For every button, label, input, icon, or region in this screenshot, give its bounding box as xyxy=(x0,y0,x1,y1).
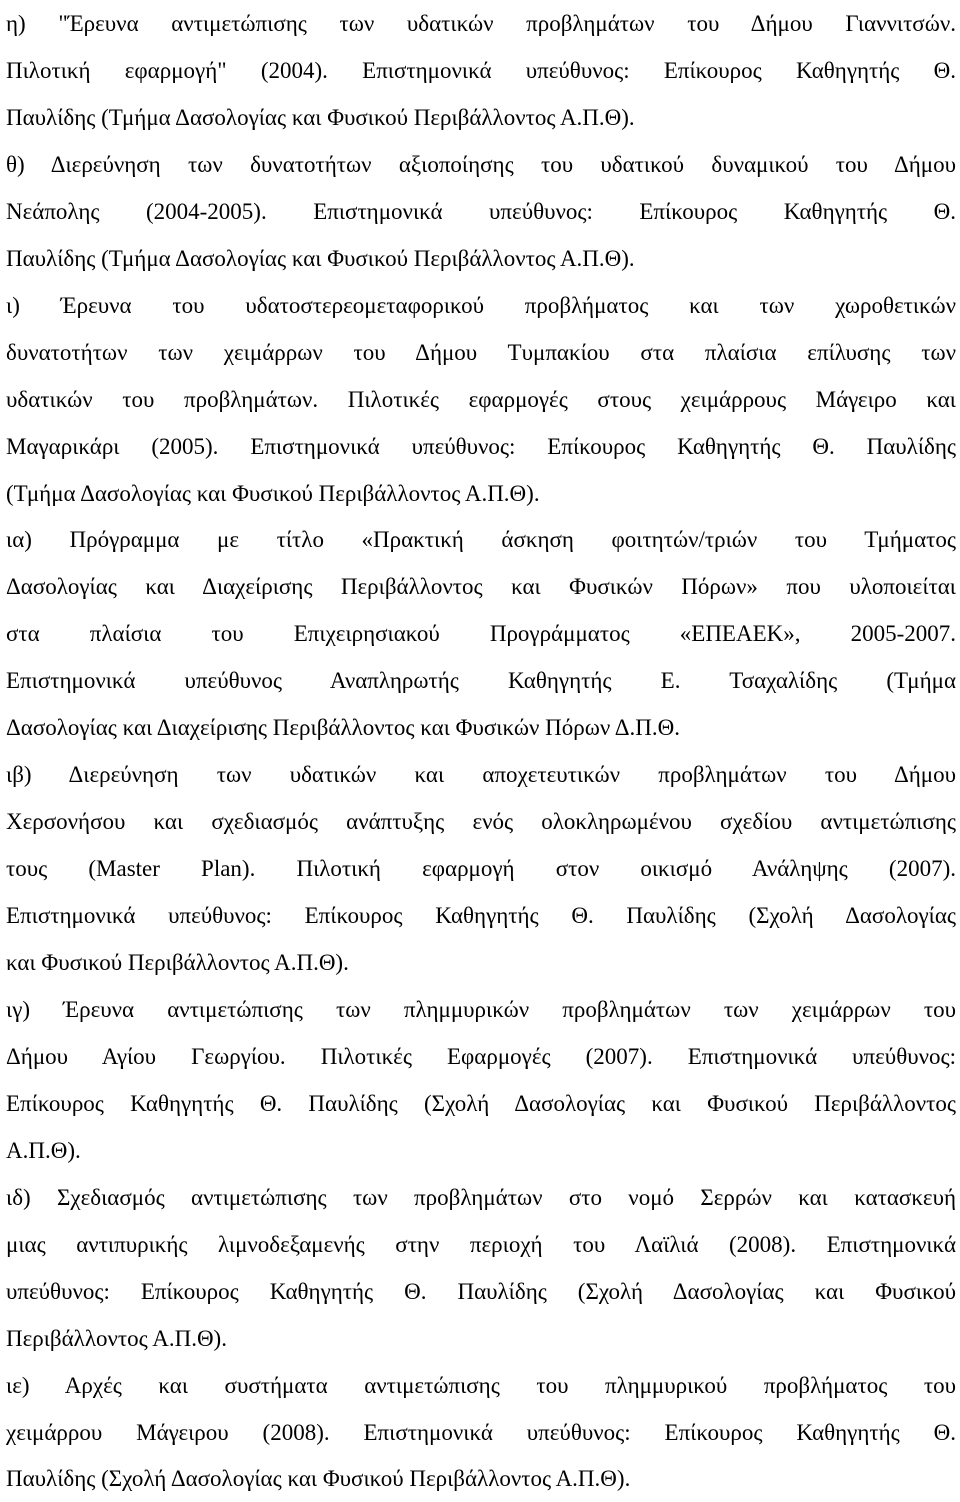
text-line: Παυλίδης (Σχολή Δασολογίας και Φυσικού Περιβάλλοντος Α.Π.Θ). xyxy=(6,1466,631,1492)
text-line: ιβ) Διερεύνηση των υδατικών και αποχετευτικών προβλημάτων του Δήμου xyxy=(6,762,956,788)
text-line: Επιστημονικά υπεύθυνος: Επίκουρος Καθηγητής Θ. Παυλίδης (Σχολή Δασολογίας xyxy=(6,903,956,929)
text-line: ι) Έρευνα του υδατοστερεομεταφορικού προβλήματος και των χωροθετικών xyxy=(6,292,956,318)
text-line: χειμάρρου Μάγειρου (2008). Επιστημονικά υπεύθυνος: Επίκουρος Καθηγητής Θ. xyxy=(6,1419,956,1445)
text-line: Χερσονήσου και σχεδιασμός ανάπτυξης ενός ολοκληρωμένου σχεδίου αντιμετώπισης xyxy=(6,809,956,835)
text-line: και Φυσικού Περιβάλλοντος Α.Π.Θ). xyxy=(6,950,349,975)
text-line: στα πλαίσια του Επιχειρησιακού Προγράμματος «ΕΠΕΑΕΚ», 2005-2007. xyxy=(6,621,956,647)
text-line: Νεάπολης (2004-2005). Επιστημονικά υπεύθυνος: Επίκουρος Καθηγητής Θ. xyxy=(6,198,956,224)
text-line: μιας αντιπυρικής λιμνοδεξαμενής στην περιοχή του Λαϊλιά (2008). Επιστημονικά xyxy=(6,1231,956,1257)
text-line: Πιλοτική εφαρμογή" (2004). Επιστημονικά υπεύθυνος: Επίκουρος Καθηγητής Θ. xyxy=(6,57,956,83)
text-line: Επίκουρος Καθηγητής Θ. Παυλίδης (Σχολή Δασολογίας και Φυσικού Περιβάλλοντος xyxy=(6,1090,956,1116)
text-line: Δήμου Αγίου Γεωργίου. Πιλοτικές Εφαρμογές (2007). Επιστημονικά υπεύθυνος: xyxy=(6,1043,956,1069)
text-line: Δασολογίας και Διαχείρισης Περιβάλλοντος και Φυσικών Πόρων» που υλοποιείται xyxy=(6,574,956,600)
text-line: Παυλίδης (Τμήμα Δασολογίας και Φυσικού Περιβάλλοντος Α.Π.Θ). xyxy=(6,104,635,130)
text-line: (Τμήμα Δασολογίας και Φυσικού Περιβάλλοντος Α.Π.Θ). xyxy=(6,480,540,506)
text-line: Επιστημονικά υπεύθυνος Αναπληρωτής Καθηγητής Ε. Τσαχαλίδης (Τμήμα xyxy=(6,668,956,694)
text-line: Παυλίδης (Τμήμα Δασολογίας και Φυσικού Περιβάλλοντος Α.Π.Θ). xyxy=(6,245,635,271)
text-line: Περιβάλλοντος Α.Π.Θ). xyxy=(6,1325,227,1351)
text-line: η) "Έρευνα αντιμετώπισης των υδατικών προβλημάτων του Δήμου Γιαννιτσών. xyxy=(6,11,956,36)
text-line: υδατικών του προβλημάτων. Πιλοτικές εφαρμογές στους χειμάρρους Μάγειρο και xyxy=(6,386,956,412)
text-line: υπεύθυνος: Επίκουρος Καθηγητής Θ. Παυλίδης (Σχολή Δασολογίας και Φυσικού xyxy=(6,1278,956,1304)
text-line: δυνατοτήτων των χειμάρρων του Δήμου Τυμπακίου στα πλαίσια επίλυσης των xyxy=(6,339,956,365)
text-line: τους (Master Plan). Πιλοτική εφαρμογή στον οικισμό Ανάληψης (2007). xyxy=(6,856,956,882)
text-line: Α.Π.Θ). xyxy=(6,1137,81,1163)
text-line: Μαγαρικάρι (2005). Επιστημονικά υπεύθυνος: Επίκουρος Καθηγητής Θ. Παυλίδης xyxy=(6,433,956,459)
text-line: ιδ) Σχεδιασμός αντιμετώπισης των προβλημάτων στο νομό Σερρών και κατασκευή xyxy=(6,1184,956,1210)
text-line: ιε) Αρχές και συστήματα αντιμετώπισης του πλημμυρικού προβλήματος του xyxy=(6,1372,956,1398)
text-line: ιγ) Έρευνα αντιμετώπισης των πλημμυρικών προβλημάτων των χειμάρρων του xyxy=(6,996,956,1022)
text-line: ια) Πρόγραμμα με τίτλο «Πρακτική άσκηση φοιτητών/τριών του Τμήματος xyxy=(6,527,956,553)
text-line: Δασολογίας και Διαχείρισης Περιβάλλοντος και Φυσικών Πόρων Δ.Π.Θ. xyxy=(6,715,680,741)
text-line: θ) Διερεύνηση των δυνατοτήτων αξιοποίησης του υδατικού δυναμικού του Δήμου xyxy=(6,151,956,177)
